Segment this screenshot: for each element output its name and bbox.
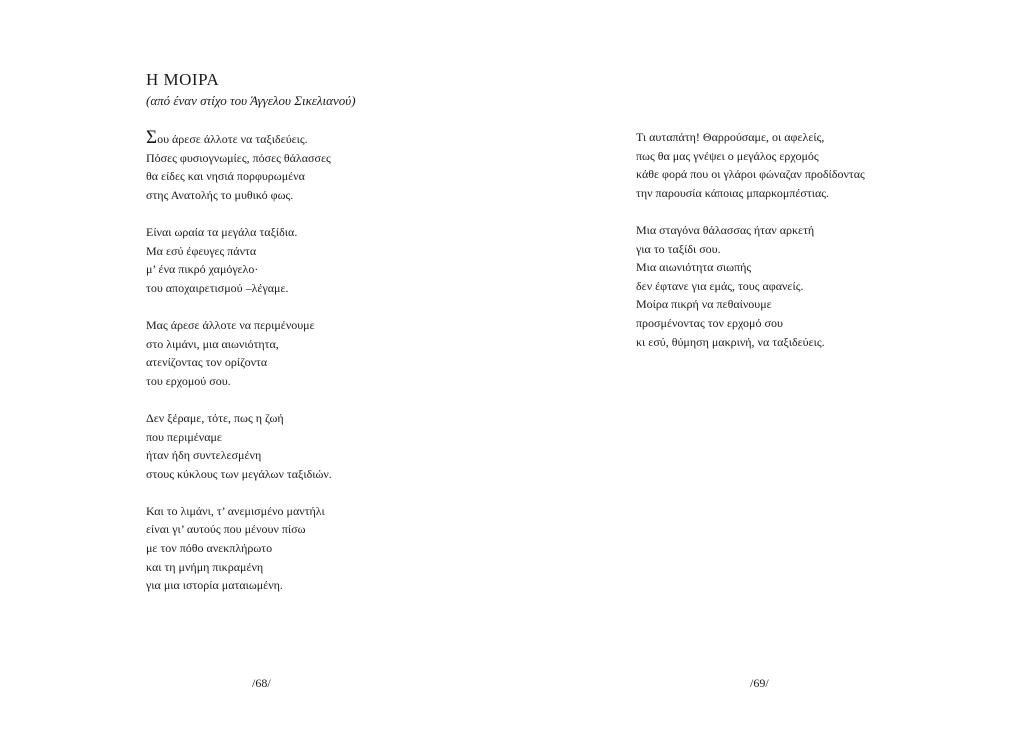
poem-line: είναι γι’ αυτούς που μένουν πίσω bbox=[146, 522, 306, 537]
stanza bbox=[146, 127, 332, 204]
poem-body-right bbox=[636, 128, 865, 370]
poem-line: Δεν ξέραμε, τότε, πως η ζωή bbox=[146, 410, 284, 425]
poem-line-text: ου άρεσε άλλοτε να ταξιδεύεις. bbox=[157, 132, 308, 146]
page-number-left: /68/ bbox=[252, 676, 271, 690]
poem-line: Τι αυταπάτη! Θαρρούσαμε, οι αφελείς, bbox=[636, 130, 825, 144]
poem-line: και τη μνήμη πικραμένη bbox=[146, 559, 264, 574]
poem-line: ήταν ήδη συντελεσμένη bbox=[146, 448, 262, 463]
stanza bbox=[146, 502, 332, 595]
poem-line: για το ταξίδι σου. bbox=[636, 241, 721, 256]
poem-line: μ’ ένα πικρό χαμόγελο· bbox=[146, 262, 259, 277]
stanza bbox=[146, 409, 332, 483]
poem-line: για μια ιστορία ματαιωμένη. bbox=[146, 578, 283, 593]
poem-body-left bbox=[146, 127, 332, 613]
poem-line: Είναι ωραία τα μεγάλα ταξίδια. bbox=[146, 224, 298, 239]
drop-cap: Σ bbox=[146, 127, 158, 148]
poem-line bbox=[146, 127, 332, 149]
stanza bbox=[636, 128, 865, 202]
poem-line: με τον πόθο ανεκπλήρωτο bbox=[146, 541, 273, 556]
poem-line: του αποχαιρετισμού –λέγαμε. bbox=[146, 280, 289, 295]
stanza bbox=[146, 316, 332, 390]
poem-line: κι εσύ, θύμηση μακρινή, να ταξιδεύεις. bbox=[636, 334, 825, 349]
stanza bbox=[636, 221, 865, 351]
poem-line: πως θα μας γνέψει ο μεγάλος ερχομός bbox=[636, 148, 819, 163]
poem-line: Πόσες φυσιογνωμίες, πόσες θάλασσες bbox=[146, 150, 331, 165]
poem-line: θα είδες και νησιά πορφυρωμένα bbox=[146, 169, 305, 184]
stanza bbox=[146, 223, 332, 297]
poem-line: δεν έφτανε για εμάς, τους αφανείς. bbox=[636, 278, 804, 293]
poem-line: στης Ανατολής το μυθικό φως. bbox=[146, 187, 294, 202]
poem-line: Μοίρα πικρή να πεθαίνουμε bbox=[636, 297, 772, 312]
poem-title: Η ΜΟΙΡΑ bbox=[146, 70, 220, 89]
poem-line: ατενίζοντας τον ορίζοντα bbox=[146, 355, 268, 370]
page-number-right: /69/ bbox=[750, 676, 769, 690]
poem-line: Και το λιμάνι, τ’ ανεμισμένο μαντήλι bbox=[146, 503, 325, 518]
poem-line: στους κύκλους των μεγάλων ταξιδιών. bbox=[146, 466, 332, 481]
poem-line: στο λιμάνι, μια αιωνιότητα, bbox=[146, 336, 279, 351]
right-page bbox=[512, 0, 1024, 731]
poem-line: που περιμέναμε bbox=[146, 429, 222, 444]
poem-line: του ερχομού σου. bbox=[146, 373, 231, 388]
poem-line: Μια αιωνιότητα σιωπής bbox=[636, 260, 752, 275]
poem-line: την παρουσία κάποιας μπαρκομπέστιας. bbox=[636, 185, 829, 200]
poem-line: Μα εσύ έφευγες πάντα bbox=[146, 243, 257, 258]
poem-line: κάθε φορά που οι γλάροι φώναζαν προδίδοντας bbox=[636, 167, 865, 182]
poem-line: προσμένοντας τον ερχομό σου bbox=[636, 315, 783, 330]
poem-line: Μια σταγόνα θάλασσας ήταν αρκετή bbox=[636, 222, 815, 237]
poem-subtitle: (από έναν στίχο του Άγγελου Σικελιανού) bbox=[146, 93, 356, 108]
poem-line: Μας άρεσε άλλοτε να περιμένουμε bbox=[146, 317, 315, 332]
